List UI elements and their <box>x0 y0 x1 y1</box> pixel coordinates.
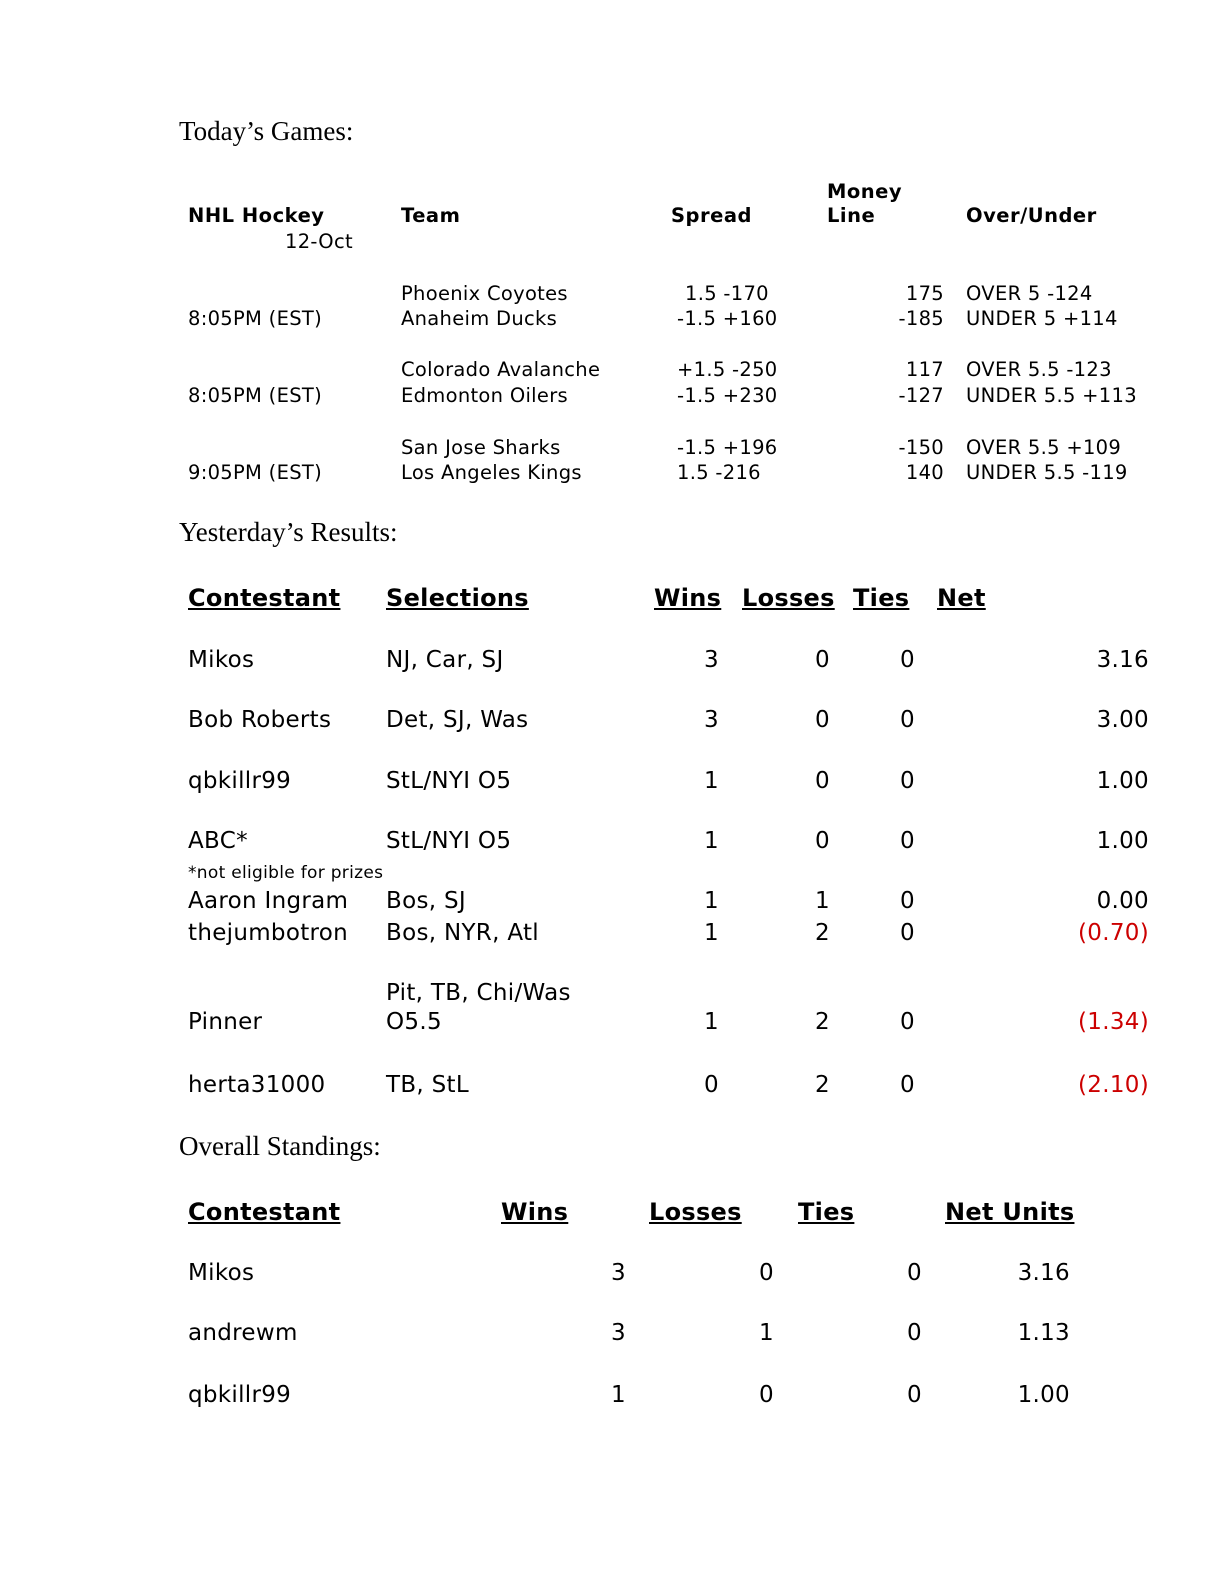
standing-row-ties: 0 <box>907 1320 922 1346</box>
result-row-losses: 2 <box>815 1009 830 1035</box>
result-row-selections: StL/NYI O5 <box>386 768 512 794</box>
result-row-wins: 3 <box>704 707 719 733</box>
result-row-contestant: Mikos <box>188 647 255 673</box>
result-row-contestant: thejumbotron <box>188 920 349 946</box>
result-row-contestant: Bob Roberts <box>188 707 332 733</box>
yesterdays-results-title: Yesterday’s Results: <box>179 517 398 547</box>
standing-row-ties: 0 <box>907 1382 922 1408</box>
result-row-selections: StL/NYI O5 <box>386 828 512 854</box>
result-row-wins: 1 <box>704 888 719 914</box>
result-row-net: 3.00 <box>1096 707 1149 733</box>
game-2-time: 8:05PM (EST) <box>188 384 322 407</box>
standing-row-contestant: andrewm <box>188 1320 298 1346</box>
result-row-losses: 2 <box>815 1072 830 1098</box>
result-row-selections: Bos, SJ <box>386 888 466 914</box>
result-row-net: 0.00 <box>1096 888 1149 914</box>
result-row-losses: 0 <box>815 647 830 673</box>
game-1-moneyline-2: -185 <box>898 307 944 330</box>
result-row-selections-line-1: Pit, TB, Chi/Was <box>386 980 571 1006</box>
eligibility-footnote: *not eligible for prizes <box>188 863 384 883</box>
result-row-net: 1.00 <box>1096 828 1149 854</box>
result-row-ties: 0 <box>900 1072 915 1098</box>
game-3-spread-1: -1.5 +196 <box>677 436 778 459</box>
game-2-moneyline-2: -127 <box>898 384 944 407</box>
result-row-losses: 0 <box>815 707 830 733</box>
standings-header-net-units: Net Units <box>945 1198 1075 1226</box>
standing-row-net-units: 1.13 <box>1017 1320 1070 1346</box>
result-row-net: (0.70) <box>1078 920 1149 946</box>
result-row-ties: 0 <box>900 888 915 914</box>
result-row-losses: 0 <box>815 768 830 794</box>
header-over-under: Over/Under <box>966 204 1097 227</box>
result-row-contestant: qbkillr99 <box>188 768 292 794</box>
result-row-net: 1.00 <box>1096 768 1149 794</box>
standings-header-ties: Ties <box>798 1198 855 1226</box>
standings-header-contestant: Contestant <box>188 1198 341 1226</box>
header-line: Line <box>827 204 876 227</box>
standing-row-losses: 0 <box>759 1260 774 1286</box>
game-1-team-1: Phoenix Coyotes <box>401 282 568 305</box>
standing-row-losses: 1 <box>759 1320 774 1346</box>
result-row-wins: 1 <box>704 1009 719 1035</box>
game-1-moneyline-1: 175 <box>905 282 944 305</box>
result-row-ties: 0 <box>900 768 915 794</box>
result-row-selections: NJ, Car, SJ <box>386 647 504 673</box>
game-3-time: 9:05PM (EST) <box>188 461 322 484</box>
header-team: Team <box>401 204 461 227</box>
results-header-contestant: Contestant <box>188 584 341 612</box>
game-1-team-2: Anaheim Ducks <box>401 307 558 330</box>
todays-games-title: Today’s Games: <box>179 116 354 146</box>
result-row-ties: 0 <box>900 1009 915 1035</box>
standing-row-contestant: qbkillr99 <box>188 1382 292 1408</box>
header-sport: NHL Hockey <box>188 204 325 227</box>
results-header-net: Net <box>937 584 986 612</box>
game-date: 12-Oct <box>285 230 353 253</box>
game-3-ou-2: UNDER 5.5 -119 <box>966 461 1128 484</box>
standings-header-losses: Losses <box>649 1198 742 1226</box>
game-2-spread-1: +1.5 -250 <box>677 358 778 381</box>
header-spread: Spread <box>671 204 752 227</box>
result-row-wins: 0 <box>704 1072 719 1098</box>
result-row-selections: TB, StL <box>386 1072 469 1098</box>
result-row-ties: 0 <box>900 707 915 733</box>
results-header-losses: Losses <box>742 584 835 612</box>
standing-row-ties: 0 <box>907 1260 922 1286</box>
game-3-moneyline-1: -150 <box>898 436 944 459</box>
game-2-team-1: Colorado Avalanche <box>401 358 601 381</box>
game-3-moneyline-2: 140 <box>905 461 944 484</box>
standing-row-contestant: Mikos <box>188 1260 255 1286</box>
result-row-selections: O5.5 <box>386 1009 442 1035</box>
standing-row-losses: 0 <box>759 1382 774 1408</box>
results-header-ties: Ties <box>853 584 910 612</box>
result-row-ties: 0 <box>900 920 915 946</box>
game-3-team-1: San Jose Sharks <box>401 436 561 459</box>
header-money: Money <box>827 180 903 203</box>
game-1-spread-2: -1.5 +160 <box>677 307 778 330</box>
standing-row-net-units: 1.00 <box>1017 1382 1070 1408</box>
result-row-net: (2.10) <box>1078 1072 1149 1098</box>
game-1-spread-1: 1.5 -170 <box>685 282 769 305</box>
result-row-wins: 1 <box>704 920 719 946</box>
result-row-losses: 1 <box>815 888 830 914</box>
result-row-ties: 0 <box>900 828 915 854</box>
result-row-net: (1.34) <box>1078 1009 1149 1035</box>
standing-row-net-units: 3.16 <box>1017 1260 1070 1286</box>
result-row-selections: Det, SJ, Was <box>386 707 529 733</box>
game-3-team-2: Los Angeles Kings <box>401 461 582 484</box>
result-row-contestant: Pinner <box>188 1009 263 1035</box>
game-1-ou-2: UNDER 5 +114 <box>966 307 1118 330</box>
game-2-spread-2: -1.5 +230 <box>677 384 778 407</box>
game-1-time: 8:05PM (EST) <box>188 307 322 330</box>
game-2-ou-1: OVER 5.5 -123 <box>966 358 1112 381</box>
result-row-ties: 0 <box>900 647 915 673</box>
standing-row-wins: 1 <box>611 1382 626 1408</box>
overall-standings-title: Overall Standings: <box>179 1131 381 1161</box>
result-row-wins: 1 <box>704 828 719 854</box>
results-header-wins: Wins <box>654 584 722 612</box>
results-header-selections: Selections <box>386 584 529 612</box>
game-1-ou-1: OVER 5 -124 <box>966 282 1093 305</box>
game-3-spread-2: 1.5 -216 <box>677 461 761 484</box>
result-row-selections: Bos, NYR, Atl <box>386 920 539 946</box>
result-row-contestant: herta31000 <box>188 1072 326 1098</box>
result-row-wins: 3 <box>704 647 719 673</box>
game-3-ou-1: OVER 5.5 +109 <box>966 436 1122 459</box>
standings-header-wins: Wins <box>501 1198 569 1226</box>
game-2-moneyline-1: 117 <box>905 358 944 381</box>
result-row-contestant: Aaron Ingram <box>188 888 349 914</box>
standing-row-wins: 3 <box>611 1260 626 1286</box>
result-row-losses: 0 <box>815 828 830 854</box>
result-row-net: 3.16 <box>1096 647 1149 673</box>
game-2-ou-2: UNDER 5.5 +113 <box>966 384 1137 407</box>
result-row-wins: 1 <box>704 768 719 794</box>
result-row-contestant: ABC* <box>188 828 248 854</box>
game-2-team-2: Edmonton Oilers <box>401 384 568 407</box>
standing-row-wins: 3 <box>611 1320 626 1346</box>
result-row-losses: 2 <box>815 920 830 946</box>
